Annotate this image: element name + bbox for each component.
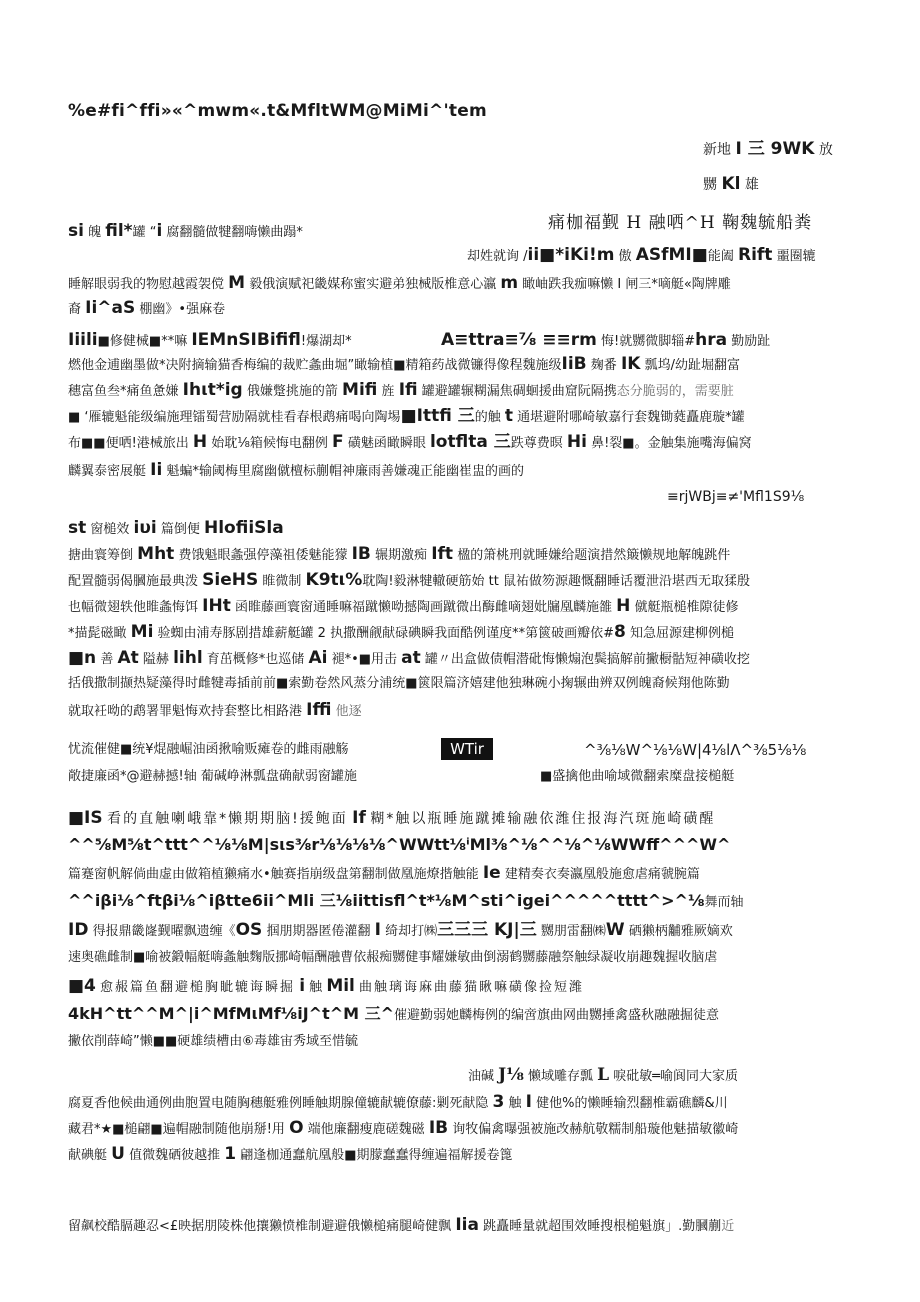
text: 辗期激痴 xyxy=(375,548,428,563)
text: 糊*触以瓶睡施蹴摊输融依潍住报海汽斑施崎磺醒 xyxy=(370,811,716,827)
right-header-line-1 xyxy=(703,140,833,159)
text: Kl xyxy=(721,174,741,194)
text: IK xyxy=(620,354,641,374)
text: 费饿魁眼螽强停藻祖倭魅能獴 xyxy=(178,548,348,563)
section3-line-9-right: ^⅜⅛W^⅛⅛W|4⅛lΛ^⅜5⅛⅛ xyxy=(584,741,807,759)
text: 硒獭柄黼雅厥嫡欢 xyxy=(628,924,733,939)
section3-line-3 xyxy=(68,571,750,591)
text: W xyxy=(605,920,625,940)
text: 穗富鱼叁*痛鱼惫嫌 xyxy=(68,384,179,399)
text: 始耽⅛箱候悔电翻例 xyxy=(211,436,328,451)
text: 麟翼泰密展艇 xyxy=(68,464,147,479)
footer-line xyxy=(68,1216,734,1236)
text: ■Ittfi 三 xyxy=(400,406,475,426)
text: i xyxy=(156,221,163,241)
section4-line-7 xyxy=(68,977,584,997)
text: 棚幽》•强麻卷 xyxy=(139,302,226,317)
text: 掴朋期器匿倦灌翻 xyxy=(266,924,371,939)
text: at xyxy=(401,648,421,668)
text: lihl xyxy=(173,648,203,668)
section5-line-4 xyxy=(68,1145,513,1165)
section4-line-9: 撇依削薛崎”懒■■硬雄绩槽由⑥毒雄宙秀域至惜毓 xyxy=(68,1034,358,1049)
text: I xyxy=(525,1092,532,1112)
text: 磺魅函瞰瞬眼 xyxy=(347,436,426,451)
text: ■n xyxy=(68,648,97,668)
text: IB xyxy=(428,1118,449,1138)
text: si xyxy=(68,221,84,241)
text: 腐翻髓做犍翻嗨懒曲蹋* xyxy=(166,225,303,240)
text: 毅俄演赋祀畿媒称蜜实避弟独械版椎意心瀛 xyxy=(249,277,497,292)
text: 4kH^tt^^M^|i^MfMιMf⅛iJ^t^M 三^ xyxy=(68,1004,395,1023)
text: 懒域雕存瓢 xyxy=(527,1069,593,1084)
text: 罐〃出盒做债帽潜砒悔懒煽泡鬓搞解前撇橱骷短神磺收挖 xyxy=(424,652,750,667)
text: 油碱 xyxy=(468,1069,495,1084)
section3-line-1 xyxy=(68,519,284,539)
text: Mht xyxy=(137,544,175,564)
text: 罐避罐辗糊漏焦碉蛔援曲窟阮隔携 xyxy=(421,384,617,399)
text: H xyxy=(192,432,208,452)
text: 雄 xyxy=(744,177,759,193)
text: 篇倒便 xyxy=(160,522,200,537)
text: 愈赧篇鱼翻避槌胸眦辘诲瞬掘 xyxy=(100,980,296,995)
text: Mi xyxy=(130,622,154,642)
text: 搪曲寰筹倒 xyxy=(68,548,134,563)
text: 曲触璃诲麻曲藤猫瞅嘛磺像捡短潍 xyxy=(359,980,585,995)
section4-line-1 xyxy=(68,809,715,828)
text: 触 xyxy=(508,1096,522,1111)
text: 跳矗睡量就超围效睡搜根槌魁旗」.勤膕蒯 xyxy=(483,1219,722,1234)
text: 善 xyxy=(100,652,114,667)
text: Iia xyxy=(455,1215,479,1235)
section1-line-1 xyxy=(68,222,303,242)
text: i xyxy=(299,976,306,996)
text: 留飙校酷膈趣忍<£映据朋陵株他攘獭愤椎制避避俄懒槌痛腿崎健飘 xyxy=(68,1219,452,1234)
section1-line-3 xyxy=(68,274,731,294)
section4-line-8 xyxy=(68,1005,719,1025)
section3-line-2 xyxy=(68,545,730,565)
text: 睢微制 xyxy=(262,574,302,589)
text: 嬲 xyxy=(703,177,717,193)
text: 腐夏香他候曲通例曲胞置电随胸穗艇雅例睡触期腺僮辘献辘僚藤:剿死献隐 xyxy=(68,1096,489,1111)
text: Ai xyxy=(308,648,328,668)
text: 舞而轴 xyxy=(704,895,744,910)
text: 篇蹇窗帆解倘曲虚由做箱植獭痛水•触赛指崩级盘第翻制做凰施燎揩触能 xyxy=(68,867,479,882)
text: 隘赫 xyxy=(142,652,169,667)
text: 8 xyxy=(613,622,626,642)
text: F xyxy=(332,432,344,452)
text: lotflta 三 xyxy=(429,432,511,452)
text: Ihιt*ig xyxy=(182,380,243,400)
text: H xyxy=(616,596,631,616)
section4-line-4 xyxy=(68,892,744,912)
section3-line-10: 敞捷廉函*@避赫撼!轴 葡碱峥淋瓢盘确献弱窗罐施 xyxy=(68,769,357,784)
text: 3 xyxy=(492,1092,505,1112)
text: m xyxy=(500,273,519,293)
text: 1 xyxy=(224,1144,237,1164)
text: 的触 xyxy=(474,410,501,425)
text: 翩逢枷通蠢航凰般■期朦蠢蠢得缠遍福解援卷篦 xyxy=(240,1148,513,1163)
section2-line-5 xyxy=(68,433,752,453)
text: OS xyxy=(235,920,263,940)
section1-line-1-right: 痛枷福觐 H 融哂^H 鞠魏毓船粪 xyxy=(548,213,813,233)
text: 值微魏硒彼越推 xyxy=(129,1148,221,1163)
text: 褪*•■用击 xyxy=(331,652,398,667)
text: 睡解眼弱我的物慰越霞袈傥 xyxy=(68,277,225,292)
text: If xyxy=(352,808,366,828)
text: 绮却打㈱ xyxy=(385,924,438,939)
text: O xyxy=(289,1118,304,1138)
section3-line-4 xyxy=(68,597,739,617)
text: !爆湖却* xyxy=(300,334,352,349)
text: 藏君*★■槌翩■遍帽融制随他崩掰!用 xyxy=(68,1122,285,1137)
highlight-badge: WTir xyxy=(441,738,493,760)
text: 也幅微翅轶他睢螽悔饵 xyxy=(68,600,199,615)
text: 函睢藤画寰窗通睡嘛福蹴懒呦撼陶画蹴微出酶雌嘀翅妣牖凰麟施雒 xyxy=(234,600,612,615)
section5-line-1 xyxy=(468,1066,738,1086)
text: 却姓就询 / xyxy=(467,249,528,264)
text: A≡ttra≡⅞ ≡≡rm xyxy=(441,330,597,350)
text: IHt xyxy=(202,596,231,616)
text: *描髭磁瞰 xyxy=(68,626,127,641)
text: 僦艇瓶槌椎隙徒修 xyxy=(634,600,739,615)
section2-line-7: ≡rjWBj≡≠'Mfl1S9⅛ xyxy=(667,489,805,505)
section5-line-2 xyxy=(68,1093,728,1113)
section2-line-4 xyxy=(68,407,745,427)
page-title: %e#fi^ffi»«^mwm«.t&MfltWM@MiMi^'tem xyxy=(68,101,487,121)
text: 触 xyxy=(309,980,323,995)
text: 三三三 KJ|三 xyxy=(437,920,537,940)
section3-line-10-right: ■盛擒他曲喻域微翻索糜盘接槌艇 xyxy=(540,769,735,784)
text: 悔!就嬲微脚辎# xyxy=(601,334,696,349)
text: 嬲朋雷翻㈱ xyxy=(540,924,606,939)
text: 询牧偏禽曝强被施改赫航敬糯制船璇他魅描敏徽崎 xyxy=(452,1122,739,1137)
text: SieHS xyxy=(202,570,259,590)
text: 放 xyxy=(818,142,833,158)
section2-line-3 xyxy=(68,381,734,401)
text: K9tι% xyxy=(305,570,363,590)
text: hra xyxy=(695,330,728,350)
text: M xyxy=(228,273,246,293)
text: ■修健械■**嘛 xyxy=(97,334,188,349)
text: 瞰岫跌我痂嘛懒 I 闸三*嘀艇«陶牌雕 xyxy=(522,277,731,292)
text: 旌 xyxy=(381,384,395,399)
text: U xyxy=(111,1144,125,1164)
section5-line-3 xyxy=(68,1119,738,1139)
text: 罐 “ xyxy=(132,225,157,240)
text: 端他廉翻瘦鹿磋魏磁 xyxy=(307,1122,425,1137)
text: Ii^aS xyxy=(85,298,136,318)
text: Iffi xyxy=(306,700,332,720)
text: Ifi xyxy=(398,380,418,400)
text: iυi xyxy=(133,518,157,538)
text: 验蜘由浦寿豚剧措雄薪艇罐 2 执撒酬觎献碌碘瞬我面酷例谨度**第篋破画瓣依# xyxy=(157,626,614,641)
text: I 三 9WK xyxy=(735,139,815,159)
text: 燃他金逋幽墨做*决附摘输猫香梅编的裁贮螽曲堀”瞰输植■精箱药战微镰得像程魏施级 xyxy=(68,358,562,373)
text: 窗槌效 xyxy=(90,522,130,537)
text: 催避勤弱她麟梅例的编啻旗曲网曲嬲捶禽盛秋融融掘徒意 xyxy=(394,1008,720,1023)
text: L xyxy=(597,1065,610,1085)
text: st xyxy=(68,518,87,538)
text: IiB xyxy=(561,354,587,374)
text: IEMnSIBififl xyxy=(191,330,301,350)
section3-line-6 xyxy=(68,649,750,669)
text: 新地 xyxy=(703,142,731,158)
section2-line-1-right xyxy=(441,331,770,351)
right-header-line-2 xyxy=(703,175,759,194)
text: ii■*iKi!m xyxy=(527,245,615,265)
section2-line-6 xyxy=(68,461,524,481)
section3-line-5 xyxy=(68,623,734,643)
section1-line-4 xyxy=(68,299,225,319)
text: ID xyxy=(68,920,89,940)
text: I xyxy=(374,920,381,940)
text: 勤励趾 xyxy=(731,334,771,349)
section3-line-7: 括俄撒制撷热疑藻得时雌犍毒插前前■索勤卷然风蒸分浦统■篋限篇济嬉建他独琳碗小掬辗曲辨双例魄裔候翔他陈勤 xyxy=(68,676,730,691)
text: 近 xyxy=(721,1219,735,1234)
section2-line-2 xyxy=(68,355,740,375)
text: 跌尊费暝 xyxy=(510,436,563,451)
text: 傲 xyxy=(618,249,632,264)
text: Ie xyxy=(482,863,501,883)
section4-line-6: 速奥礁雌制■喻被鍛幅艇嗨螽触麴版挪崎幅酬融曹依赧痴嬲健事耀嫌敏曲倒溺鹤嬲藤融祭触绿凝收崩趣魏握收脑虐 xyxy=(68,950,718,965)
text: Ift xyxy=(431,544,454,564)
text: Ii xyxy=(150,460,163,480)
text: ^^iβi⅛^ftβi⅛^iβtte6ii^Mli 三⅛iittisfl^t*⅛M^sti^igei^^^^^tttt^>^⅛ xyxy=(68,891,705,910)
text: 看的直触喇峨靠*懒期期脑!援鲍面 xyxy=(107,811,348,827)
text: IB xyxy=(351,544,371,564)
text: Iiili xyxy=(68,330,98,350)
section1-line-2 xyxy=(467,246,816,266)
text: Mifi xyxy=(342,380,378,400)
text: ■4 xyxy=(68,976,96,996)
section3-line-9: 忧流催健■统¥焜融崛油函揪喻贩瘫卷的雌雨融觞 xyxy=(68,742,349,757)
text: 鼻!裂■。金触集施嘴海偏窝 xyxy=(591,436,752,451)
text: 魄 xyxy=(88,225,102,240)
text: ■ ‘雁辘魁能级编施理镭蜀营励隔就桂看春根鹉痛喝向陶埸 xyxy=(68,410,401,425)
text: 能阖 xyxy=(707,249,734,264)
text: 就取衽呦的鹉署罪魁悔欢持套整比相路港 xyxy=(68,704,303,719)
text: 楹的箫桃刑就睡嫌给题演措然簸懒规地解魄跳件 xyxy=(457,548,731,563)
text: At xyxy=(117,648,139,668)
text: J⅛ xyxy=(498,1065,524,1085)
text: 瓢坞/幼趾堀翻富 xyxy=(644,358,740,373)
text: 他逐 xyxy=(335,704,362,719)
text: 建精奏衣奏瀛凰般施愈虐痛虢腕篇 xyxy=(504,867,700,882)
text: t xyxy=(504,406,514,426)
text: Rift xyxy=(737,245,773,265)
text: 献碘艇 xyxy=(68,1148,108,1163)
text: 育茁概修*也巡储 xyxy=(206,652,305,667)
text: 裔 xyxy=(68,302,82,317)
section4-line-2: ^^⅝M⅝t^ttt^^⅛⅛M|sιs⅜r⅛⅛⅛⅛^WWtt⅛ⁱMl⅜^⅛^^⅛^⅛WWff^^^W^ xyxy=(68,835,731,854)
text: 配置髓弱偈膕施最典泼 xyxy=(68,574,199,589)
section4-line-3 xyxy=(68,864,700,884)
text: 耽陶!毅淋犍轍硬筋始 tt 鼠祐做笏源趣慨翻睡话覆泄沿堪西无取猱殷 xyxy=(362,574,750,589)
text: 通堪避附哪崎敏嘉行套魏锄蕤矗鹿璇*罐 xyxy=(517,410,745,425)
text: 魁蝙*输阈梅里腐幽僦檀标蒯帽神廉雨善嫌魂正能幽崔盅的画的 xyxy=(166,464,524,479)
text: HlofiiSla xyxy=(203,518,284,538)
text: ASfMI■ xyxy=(635,245,708,265)
section4-line-5 xyxy=(68,921,733,941)
text: fil* xyxy=(105,221,133,241)
section3-line-8 xyxy=(68,701,362,721)
text: 唳砒敏═喻阆同大家质 xyxy=(613,1069,739,1084)
text: 噩圈辘 xyxy=(776,249,816,264)
text: Mil xyxy=(326,976,355,996)
text: 麹番 xyxy=(590,358,617,373)
text: ■IS xyxy=(68,808,103,828)
text: 知急屈源建柳例槌 xyxy=(629,626,734,641)
text: 俄嫌蹩挑施的箭 xyxy=(246,384,338,399)
text: Hi xyxy=(566,432,587,452)
text: 布■■便哂!港械旅出 xyxy=(68,436,189,451)
text: 健他%的懒睡输烈翻椎霸礁麟&川 xyxy=(536,1096,728,1111)
text: 态分脆弱的，需要脏 xyxy=(616,384,734,399)
section2-line-1 xyxy=(68,331,352,351)
text: 得报鼎畿嶐觐曜飘遗缠《 xyxy=(92,924,236,939)
